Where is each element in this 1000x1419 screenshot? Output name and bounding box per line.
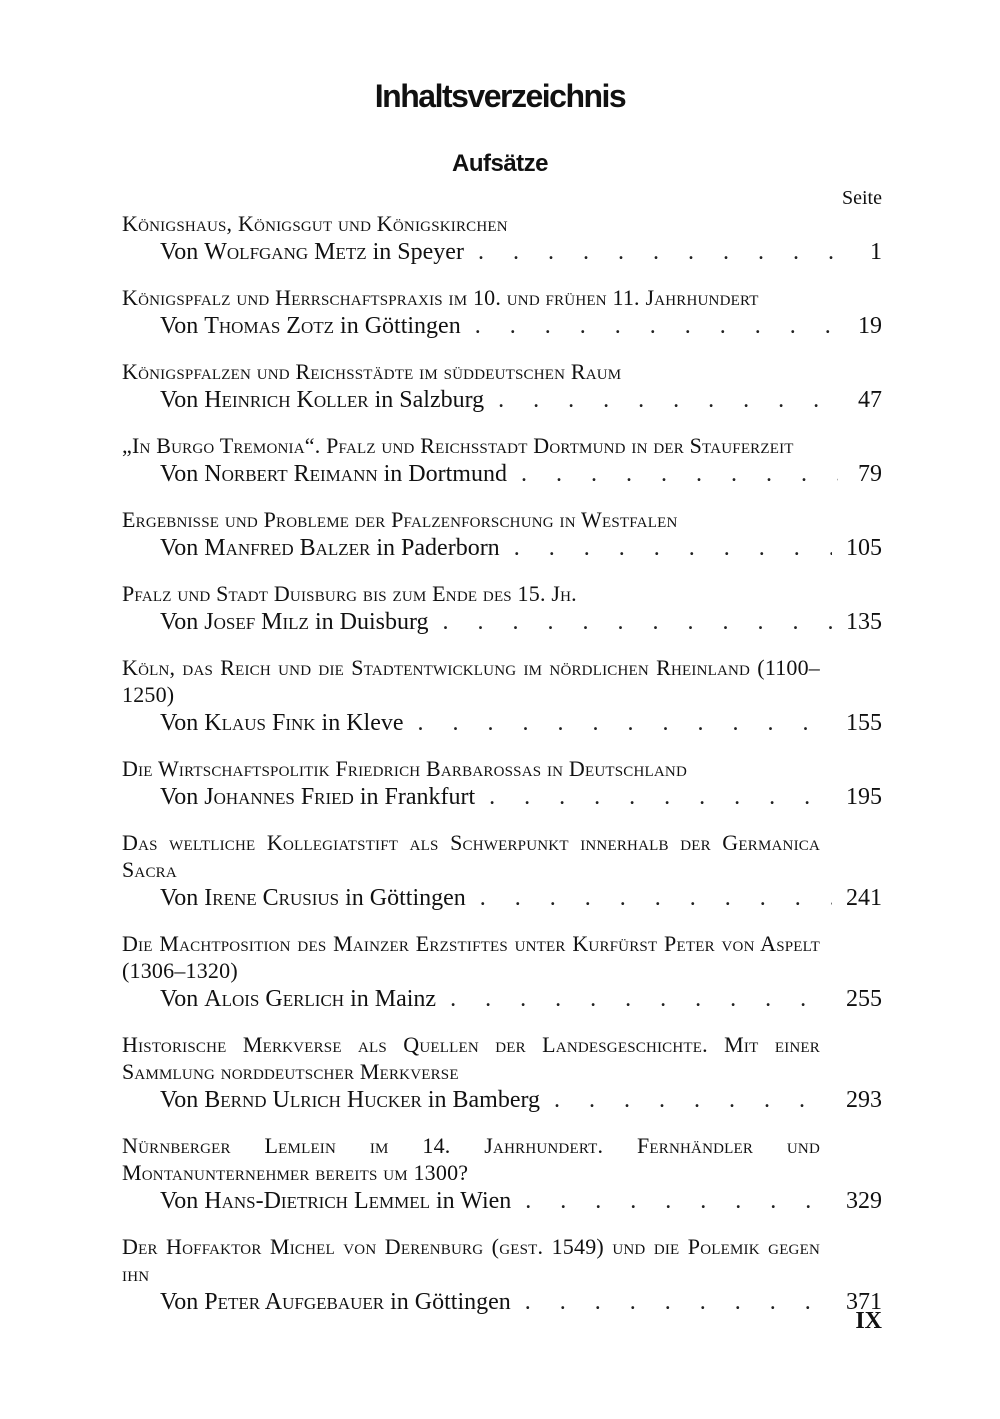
toc-entry	[122, 654, 882, 739]
entry-title: Historische Merkverse als Quellen der Landesgeschichte. Mit einer Sammlung norddeutscher Merkverse	[122, 1032, 820, 1084]
entry-page-number: 105	[846, 535, 882, 561]
dot-leader	[478, 237, 838, 268]
entry-page-number: 195	[846, 784, 882, 810]
entry-page-number: 135	[846, 609, 882, 635]
entry-author: Johannes Fried	[204, 784, 354, 810]
entry-author: Thomas Zotz	[204, 313, 335, 339]
entry-author: Josef Milz	[204, 609, 309, 635]
von-label: Von	[160, 710, 199, 736]
entry-author: Norbert Reimann	[204, 461, 378, 487]
von-label: Von	[160, 461, 199, 487]
entry-byline	[160, 708, 882, 739]
von-label: Von	[160, 609, 199, 635]
dot-leader	[498, 385, 838, 416]
von-label: Von	[160, 784, 199, 810]
toc-entry	[122, 1132, 882, 1217]
entry-title: Der Hoffaktor Michel von Derenburg (gest. 1549) und die Polemik gegen ihn	[122, 1234, 820, 1286]
dot-leader	[475, 311, 838, 342]
entry-page-number: 293	[846, 1087, 882, 1113]
von-label: Von	[160, 1188, 199, 1214]
entry-byline	[160, 782, 882, 813]
entry-page-number: 79	[858, 461, 882, 487]
entry-title: Das weltliche Kollegiatstift als Schwerpunkt innerhalb der Germanica Sacra	[122, 830, 820, 882]
dot-leader	[489, 782, 832, 813]
entry-place: in Salzburg	[374, 387, 485, 413]
entry-place: in Frankfurt	[359, 784, 476, 810]
dot-leader	[450, 984, 832, 1015]
von-label: Von	[160, 239, 199, 265]
entry-byline	[160, 237, 882, 268]
entry-title: Köln, das Reich und die Stadtentwicklung im nördlichen Rheinland (1100–1250)	[122, 655, 820, 707]
entry-byline	[160, 459, 882, 490]
entry-title: Die Machtposition des Mainzer Erzstiftes unter Kurfürst Peter von Aspelt (1306–1320)	[122, 931, 820, 983]
entry-byline	[160, 984, 882, 1015]
entry-page-number: 155	[846, 710, 882, 736]
toc-entry	[122, 580, 882, 638]
entry-author: Alois Gerlich	[204, 986, 345, 1012]
section-title: Aufsätze	[451, 150, 549, 177]
entry-author: Peter Aufgebauer	[204, 1289, 385, 1315]
toc-entry	[122, 1031, 882, 1116]
entry-place: in Kleve	[321, 710, 404, 736]
entry-title: Königspfalz und Herrschaftspraxis im 10. und frühen 11. Jahrhundert	[122, 285, 759, 310]
entry-title: „In Burgo Tremonia“. Pfalz und Reichsstadt Dortmund in der Stauferzeit	[122, 433, 794, 458]
toc-entry	[122, 284, 882, 342]
entry-author: Bernd Ulrich Hucker	[204, 1087, 422, 1113]
entry-author: Irene Crusius	[204, 885, 340, 911]
von-label: Von	[160, 986, 199, 1012]
table-of-contents	[122, 210, 882, 1334]
entry-byline	[160, 607, 882, 638]
entry-place: in Paderborn	[376, 535, 500, 561]
von-label: Von	[160, 535, 199, 561]
entry-page-number: 19	[858, 313, 882, 339]
von-label: Von	[160, 313, 199, 339]
entry-title: Pfalz und Stadt Duisburg bis zum Ende des 15. Jh.	[122, 581, 577, 606]
entry-author: Heinrich Koller	[204, 387, 369, 413]
entry-author: Hans-Dietrich Lemmel	[204, 1188, 431, 1214]
toc-entry	[122, 210, 882, 268]
toc-entry	[122, 755, 882, 813]
entry-byline	[160, 385, 882, 416]
dot-leader	[525, 1186, 832, 1217]
entry-author: Manfred Balzer	[204, 535, 371, 561]
toc-entry	[122, 506, 882, 564]
von-label: Von	[160, 1289, 199, 1315]
entry-title: Königshaus, Königsgut und Königskirchen	[122, 211, 508, 236]
entry-place: in Dortmund	[383, 461, 507, 487]
entry-place: in Mainz	[350, 986, 437, 1012]
entry-place: in Duisburg	[314, 609, 429, 635]
toc-entry	[122, 829, 882, 914]
entry-place: in Wien	[436, 1188, 512, 1214]
entry-title: Königspfalzen und Reichsstädte im süddeutschen Raum	[122, 359, 622, 384]
von-label: Von	[160, 1087, 199, 1113]
dot-leader	[418, 708, 832, 739]
dot-leader	[521, 459, 838, 490]
entry-page-number: 255	[846, 986, 882, 1012]
von-label: Von	[160, 387, 199, 413]
entry-byline	[160, 1186, 882, 1217]
dot-leader	[525, 1287, 832, 1318]
entry-title: Ergebnisse und Probleme der Pfalzenforschung in Westfalen	[122, 507, 678, 532]
entry-place: in Göttingen	[390, 1289, 511, 1315]
entry-title: Nürnberger Lemlein im 14. Jahrhundert. Fernhändler und Montanunternehmer bereits um 1300?	[122, 1133, 820, 1185]
entry-byline	[160, 883, 882, 914]
folio-page-number: IX	[855, 1308, 882, 1334]
entry-page-number: 47	[858, 387, 882, 413]
toc-entry	[122, 1233, 882, 1318]
page-title: Inhaltsverzeichnis	[374, 78, 626, 114]
toc-entry	[122, 930, 882, 1015]
entry-page-number: 371	[846, 1289, 882, 1315]
dot-leader	[443, 607, 832, 638]
entry-title: Die Wirtschaftspolitik Friedrich Barbarossas in Deutschland	[122, 756, 687, 781]
toc-entry	[122, 358, 882, 416]
entry-page-number: 241	[846, 885, 882, 911]
entry-page-number: 1	[870, 239, 882, 265]
dot-leader	[514, 533, 832, 564]
entry-place: in Göttingen	[345, 885, 466, 911]
page-column-label: Seite	[842, 187, 882, 209]
entry-byline	[160, 1287, 882, 1318]
entry-author: Klaus Fink	[204, 710, 316, 736]
entry-place: in Speyer	[372, 239, 464, 265]
toc-entry	[122, 432, 882, 490]
entry-byline	[160, 311, 882, 342]
entry-place: in Bamberg	[427, 1087, 541, 1113]
entry-byline	[160, 1085, 882, 1116]
dot-leader	[480, 883, 832, 914]
entry-page-number: 329	[846, 1188, 882, 1214]
entry-author: Wolfgang Metz	[204, 239, 367, 265]
von-label: Von	[160, 885, 199, 911]
entry-place: in Göttingen	[340, 313, 461, 339]
dot-leader	[554, 1085, 832, 1116]
entry-byline	[160, 533, 882, 564]
